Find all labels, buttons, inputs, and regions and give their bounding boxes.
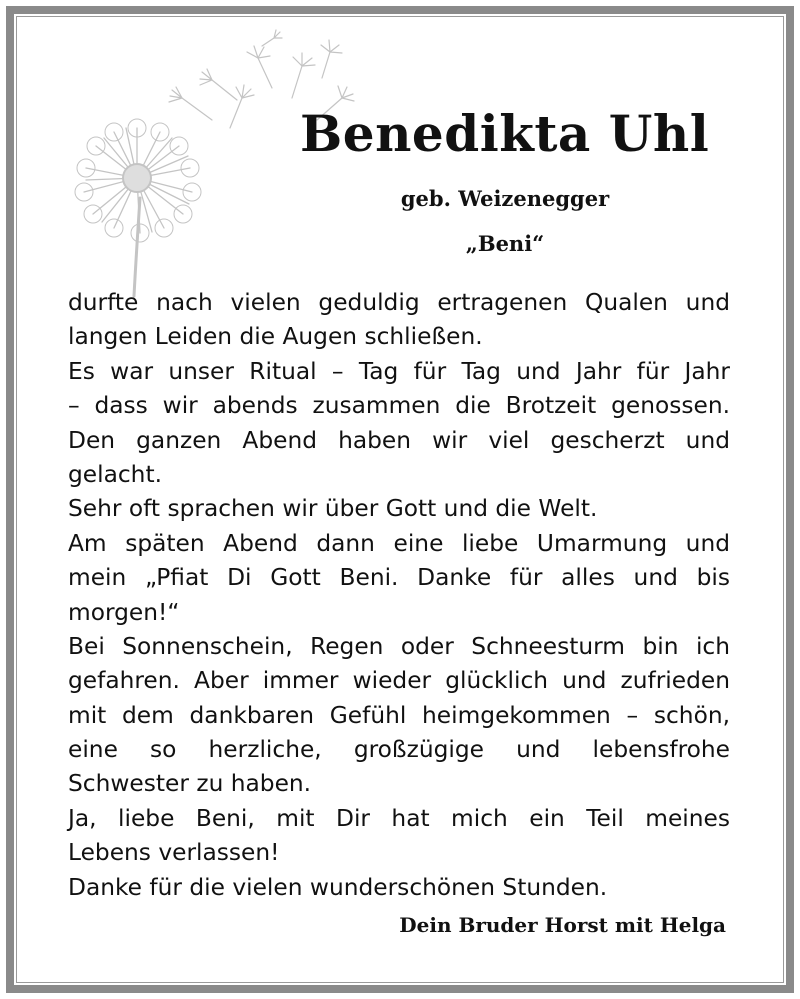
body-line: gefahren. Aber immer wieder glücklich und zufrieden: [68, 667, 730, 695]
signature: Dein Bruder Horst mit Helga: [399, 913, 726, 937]
body-line: Danke für die vielen wunderschönen Stunden.: [68, 873, 608, 901]
body-line: Schwester zu haben.: [68, 770, 312, 798]
body-line: durfte nach vielen geduldig ertragenen Qualen und: [68, 289, 730, 316]
body-line: Es war unser Ritual – Tag für Tag und Jahr für Jahr: [68, 357, 730, 385]
body-line: Lebens verlassen!: [68, 839, 280, 867]
body-line: langen Leiden die Augen schließen.: [68, 323, 483, 351]
maiden-name: geb. Weizenegger: [400, 186, 610, 211]
body-line: Bei Sonnenschein, Regen oder Schneesturm bin ich: [68, 632, 730, 660]
dandelion-icon: [62, 28, 362, 298]
body-line: Den ganzen Abend haben wir viel gescherzt und: [68, 426, 730, 454]
body-line: eine so herzliche, großzügige und lebensfrohe: [68, 736, 730, 764]
body-line: Sehr oft sprachen wir über Gott und die Welt.: [68, 495, 598, 523]
body-line: – dass wir abends zusammen die Brotzeit genossen.: [68, 392, 730, 420]
deceased-name: Benedikta Uhl: [300, 104, 710, 163]
body-line: morgen!“: [68, 598, 180, 626]
body-line: Ja, liebe Beni, mit Dir hat mich ein Teil meines: [68, 804, 730, 832]
body-line: mit dem dankbaren Gefühl heimgekommen – schön,: [68, 701, 730, 729]
nickname: „Beni“: [465, 231, 545, 256]
body-line: mein „Pfiat Di Gott Beni. Danke für alles und bis: [68, 564, 730, 592]
notice-body: [68, 286, 730, 905]
body-line: gelacht.: [68, 460, 162, 488]
body-line: Am späten Abend dann eine liebe Umarmung und: [68, 529, 730, 557]
